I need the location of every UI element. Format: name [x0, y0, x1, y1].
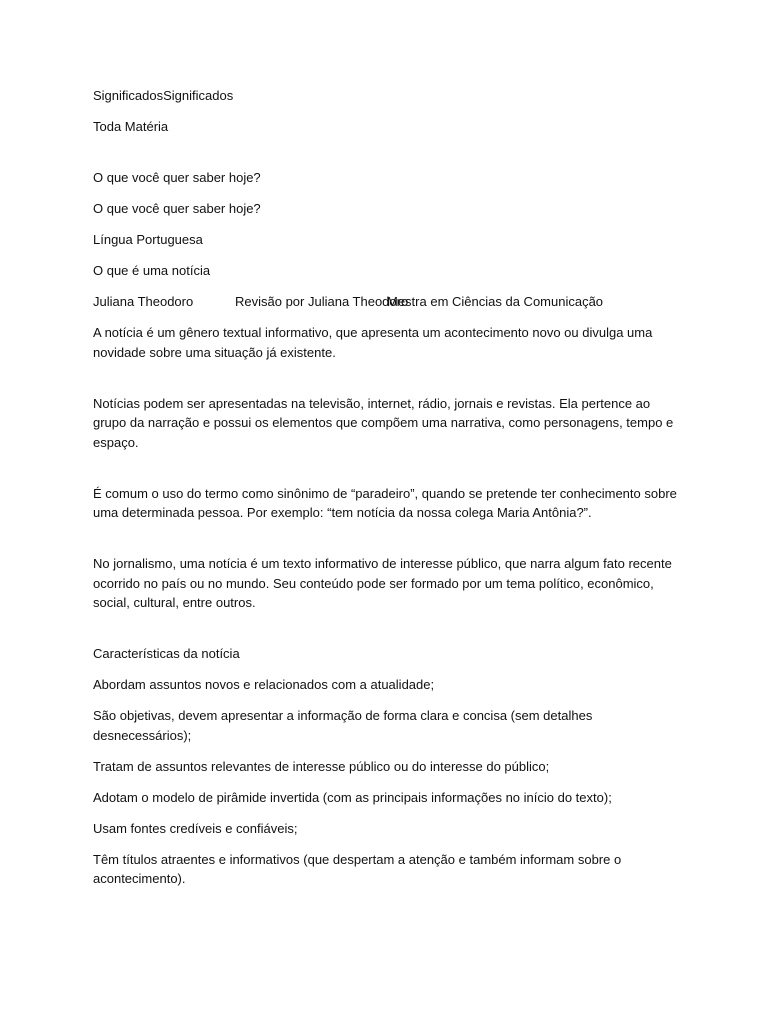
article-title: O que é uma notícia: [93, 263, 211, 278]
author-name[interactable]: Juliana Theodoro: [93, 294, 194, 309]
paragraph: Notícias podem ser apresentadas na televisão, internet, rádio, jornais e revistas. Ela pertence ao grupo da narração e possui os elementos que compõem uma narrativa, como personagens, tempo e espaço.: [93, 395, 674, 450]
search-prompt[interactable]: O que você quer saber hoje?: [93, 170, 261, 185]
spacer: [93, 464, 683, 484]
search-prompt-repeat[interactable]: O que você quer saber hoje?: [93, 201, 261, 216]
spacer: [93, 374, 683, 394]
characteristic-item: São objetivas, devem apresentar a informação de forma clara e concisa (sem detalhes desnecessários);: [93, 708, 593, 743]
characteristic-item: Usam fontes credíveis e confiáveis;: [93, 820, 298, 836]
spacer: [93, 148, 683, 168]
reviewer-name[interactable]: Revisão por Juliana Theodoro: [235, 294, 409, 309]
spacer: [93, 534, 683, 554]
characteristic-item: Têm títulos atraentes e informativos (que despertam a atenção e também informam sobre o acontecimento).: [93, 851, 622, 886]
characteristic-item: Tratam de assuntos relevantes de interesse público ou do interesse do público;: [93, 758, 550, 774]
byline: [93, 292, 683, 312]
site-secondary-name[interactable]: Toda Matéria: [93, 119, 169, 134]
document-body: [93, 86, 683, 900]
characteristic-item: Adotam o modelo de pirâmide invertida (com as principais informações no início do texto);: [93, 789, 612, 805]
reviewer-credential: Mestra em Ciências da Comunicação: [387, 294, 604, 309]
section-heading: Características da notícia: [93, 646, 240, 661]
site-name[interactable]: SignificadosSignificados: [93, 88, 234, 103]
spacer: [93, 624, 683, 644]
paragraph: É comum o uso do termo como sinônimo de “paradeiro”, quando se pretende ter conhecimento sobre uma determinada pessoa. Por exemplo: “tem notícia da nossa colega Maria Antônia?”.: [93, 485, 677, 520]
paragraph: No jornalismo, uma notícia é um texto informativo de interesse público, que narra algum fato recente ocorrido no país ou no mundo. Seu conteúdo pode ser formado por um tema político, econômico, social, cultural, entre outros.: [93, 556, 672, 610]
category-label[interactable]: Língua Portuguesa: [93, 232, 203, 247]
paragraph: A notícia é um gênero textual informativo, que apresenta um acontecimento novo ou divulga uma novidade sobre uma situação já existente.: [93, 325, 653, 360]
characteristic-item: Abordam assuntos novos e relacionados com a atualidade;: [93, 677, 435, 692]
